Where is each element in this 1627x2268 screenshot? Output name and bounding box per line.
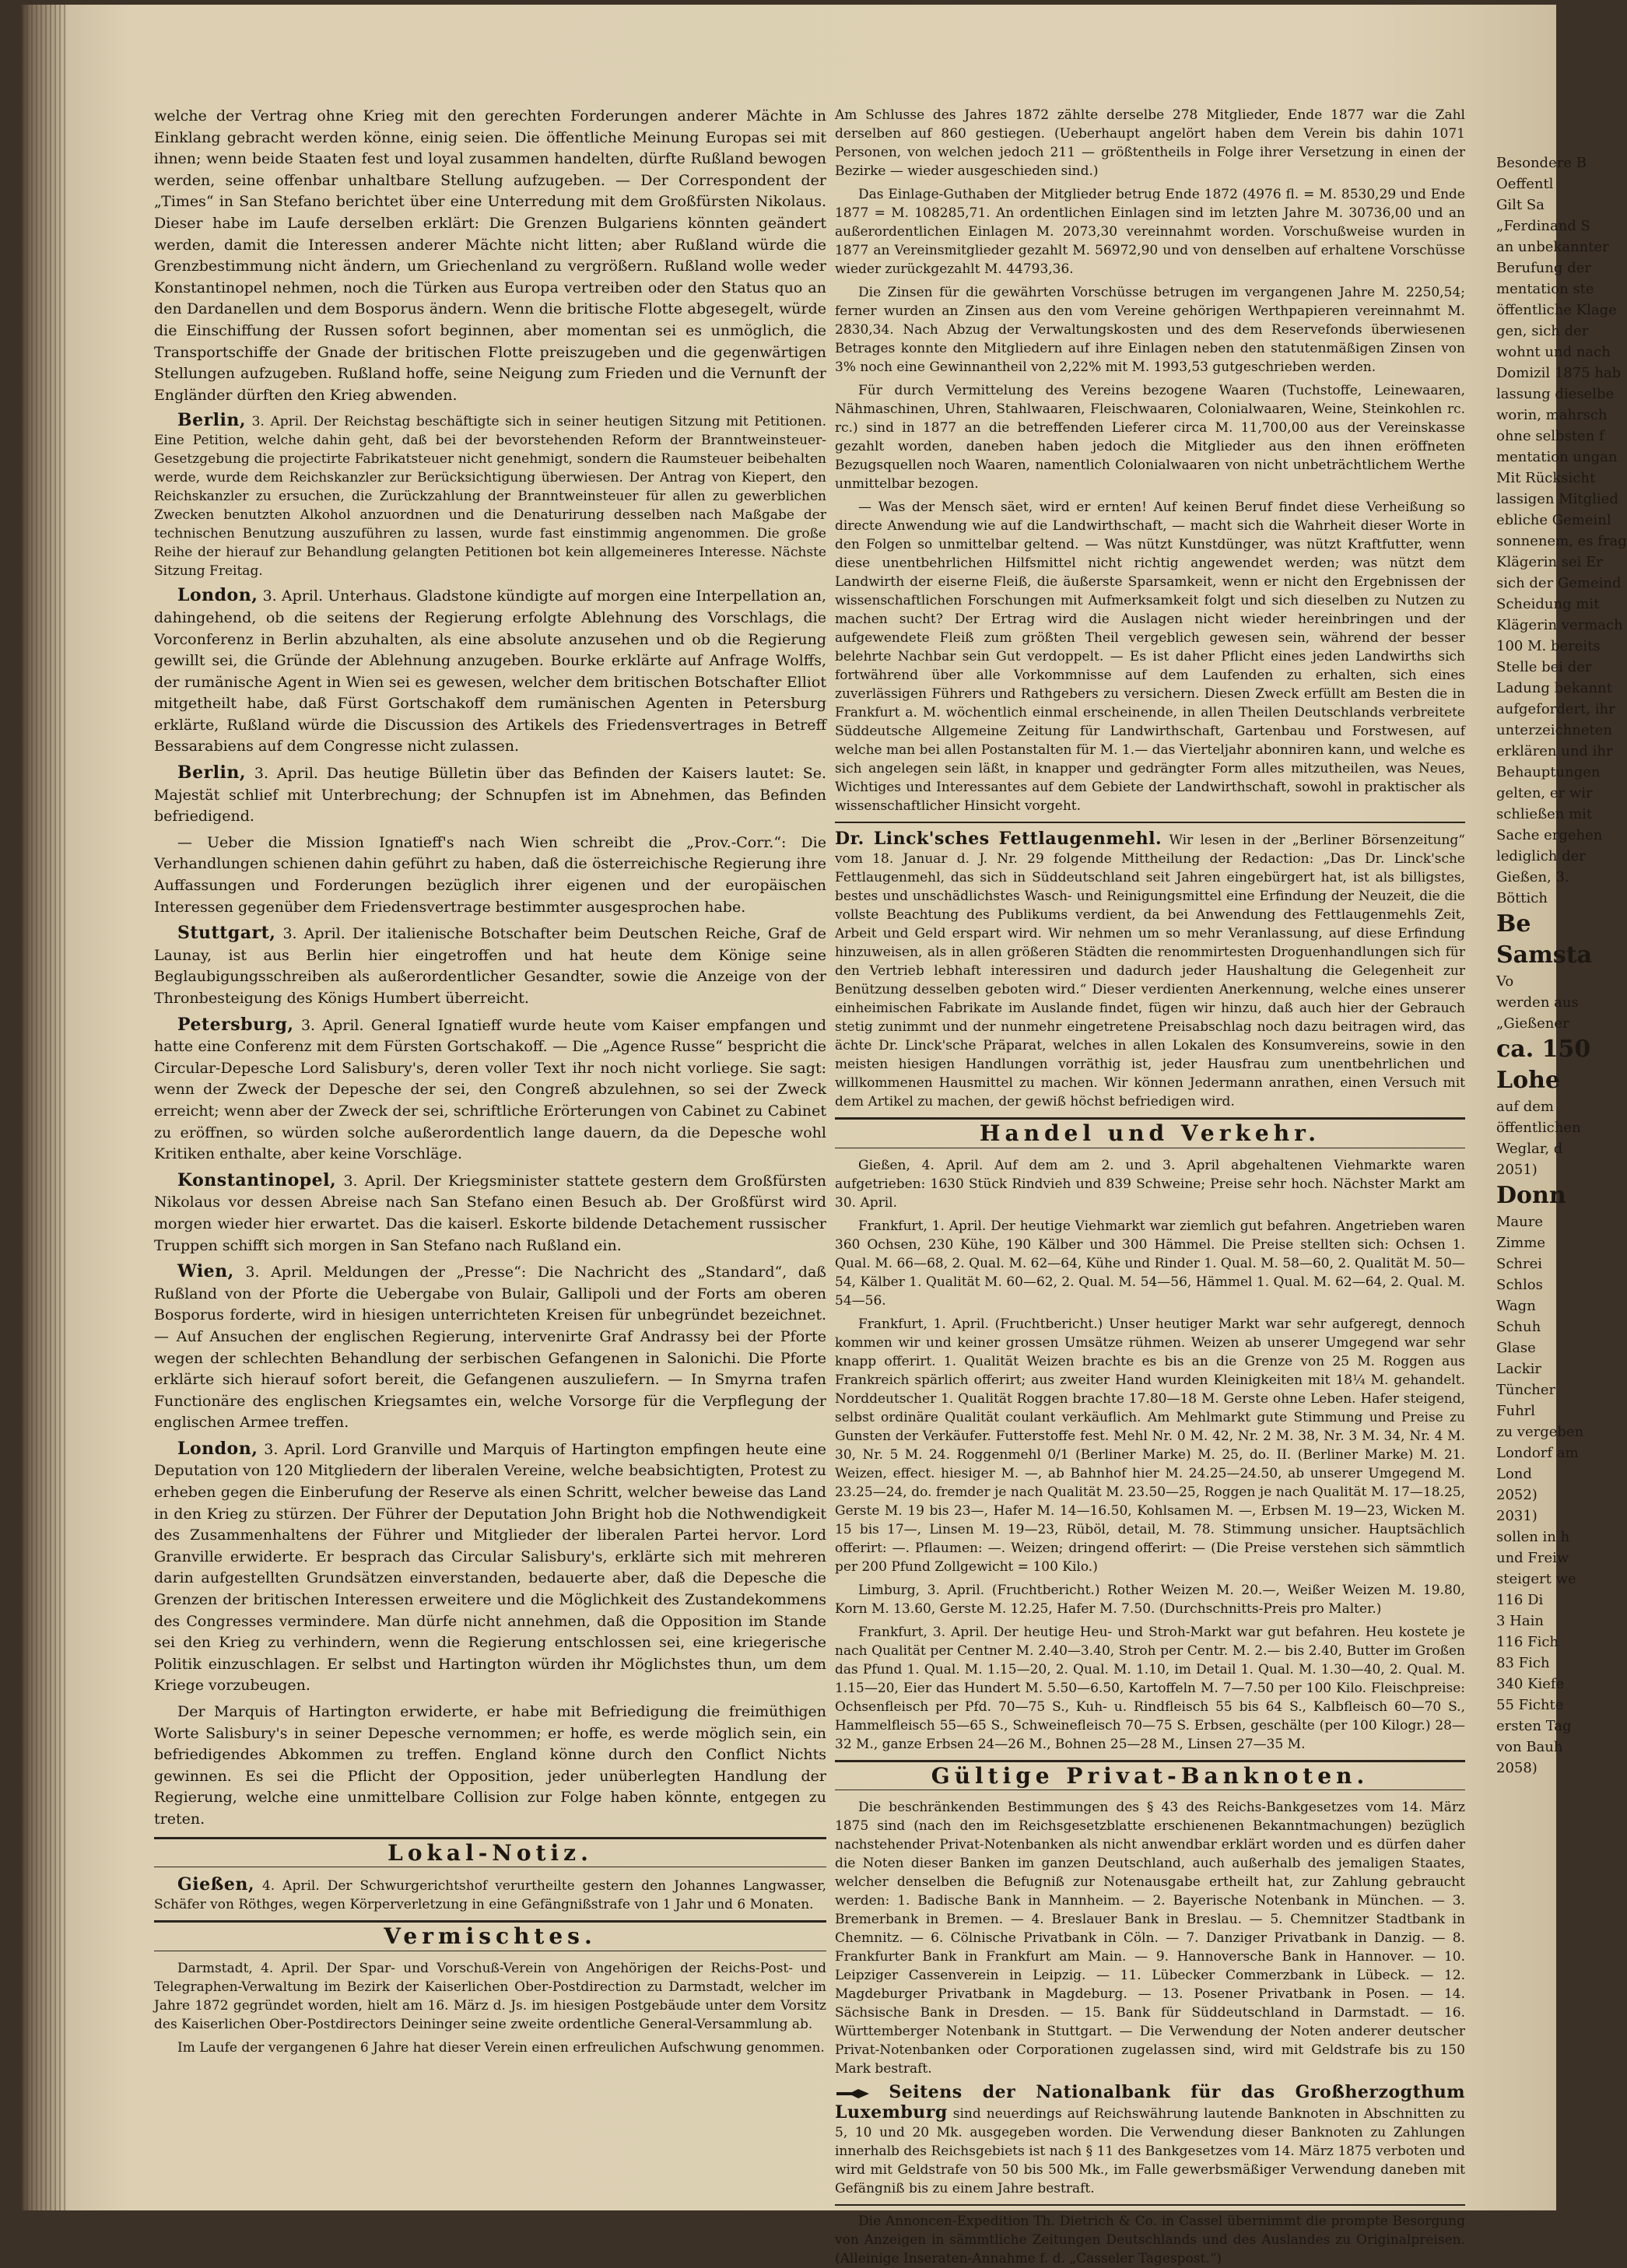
news-item-berlin-bulletin <box>154 762 826 828</box>
edge-text-line: Lohe <box>1496 1067 1561 1094</box>
market-report: Frankfurt, 1. April. Der heutige Viehmarkt war ziemlich gut befahren. Angetrieben waren 360 Ochsen, 230 Kühe, 190 Kälber und 300 Hämmel. Die Preise stellten sich: Ochsen 1. Qual. M. 66—68, 2. Qual. M. 62—64, Kühe und Rinder 1. Qual. M. 58—60, 2. Qualität M. 50—54, Kälber 1. Qualität M. 60—62, 2. Qual. M. 54—56, Hämmel 1. Qual. M. 62—64, 2. Qual. M. 54—56. <box>835 1218 1465 1309</box>
news-item-petersburg <box>154 1015 826 1166</box>
market-report: Frankfurt, 3. April. Der heutige Heu- und Stroh-Markt war gut befahren. Heu kostete je nach Qualität per Centner M. 2.40—3.40, Stroh per Centr. M. 2.— bis 2.40, Butter im Großen das Pfund 1. Qual. M. 1.15—20, 2. Qual. M. 1.10, im Detail 1. Qual. M. 1.30—40, 2. Qual. M. 1.15—20, Eier das Hundert M. 5.50—6.50, Kartoffeln M. 7—7.50 per 100 Kilo. Fleischpreise: Ochsenfleisch per Pfd. 70—75 S., Kuh- u. Rindfleisch 55 bis 64 S., Kalbfleisch 60—70 S., Hammelfleisch 55—65 S., Schweinefleisch 70—75 S. Erbsen, geschälte (per 100 Kilogr.) 28—32 M., ganze Erbsen 24—26 M., Bohnen 25—28 M., Linsen 27—35 M. <box>835 1624 1465 1752</box>
edge-text-line: Zimme <box>1496 1235 1546 1251</box>
dateline: Wien, <box>177 1261 234 1282</box>
edge-text-line: an unbekannter <box>1496 239 1609 255</box>
edge-text-line: Scheidung mit <box>1496 596 1600 612</box>
news-text: sind neuerdings auf Reichswährung lautende Banknoten in Abschnitten zu 5, 10 und 20 Mk. ausgegeben worden. Die Verwendung dieser Banknoten zu Zahlungen innerhalb des Reichsgebiets ist nach § 11 des Bankgesetzes vom 14. März 1875 verboten und wird mit Geldstrafe von 50 bis 500 Mk., im Falle gewerbsmäßiger Verwendung daneben mit Gefängniß bis zu einem Jahre bestraft. <box>835 2106 1466 2197</box>
section-heading-banknoten: Gültige Privat-Banknoten. <box>835 1760 1465 1791</box>
edge-text-line: schließen mit <box>1496 806 1593 822</box>
edge-text-line: „Ferdinand S <box>1496 218 1590 234</box>
edge-text-line: Schrei <box>1496 1256 1543 1272</box>
edge-text-line: Gilt Sa <box>1496 197 1545 213</box>
edge-text-line: Weglar, d <box>1496 1141 1563 1157</box>
edge-text-line: Behauptungen <box>1496 764 1601 780</box>
advert-text: Wir lesen in der „Berliner Börsenzeitung“ vom 18. Januar d. J. Nr. 29 folgende Mittheilung der Redaction: „Das Dr. Linck'sche Fettlaugenmehl, das sich in Süddeutschland seit Jahren eingebürgert hat, ist als billigstes, bestes und unschädlichstes Wasch- und Reinigungsmittel eine Erfindung der Neuzeit, die die vollste Beachtung des Publikums verdient, da bei Anwendung des Fettlaugenmehls Zeit, Arbeit und Geld erspart wird. Wir nehmen um so mehr Veranlassung, auf diese Erfindung hinzuweisen, als in allen größeren Städten die renommirtesten Droguenhandlungen sich für den Vertrieb lebhaft interessiren und dadurch jeder Haushaltung die Gelegenheit zur Benützung desselben geboten wird.“ Dieser verdienten Anerkennung, welche eines unserer einheimischen Fabrikate im Auslande findet, fügen wir hinzu, daß auch hier der Gebrauch stetig zunimmt und der nunmehr eingetretene Preisabschlag noch dazu beitragen wird, das ächte Dr. Linck'sche Präparat, welches in allen Lokalen des Konsumvereins, sowie in den meisten hiesigen Handlungen vorräthig ist, jeder Hausfrau zum unentbehrlichen und willkommenen Hausmittel zu machen. Wir können Jedermann anrathen, einen Versuch mit dem Artikel zu machen, der gewiß höchst befriedigen wird. <box>835 833 1465 1109</box>
edge-text-line: erklären und ihr <box>1496 743 1613 759</box>
edge-text-line: ca. 150 <box>1496 1036 1591 1063</box>
news-text: 3. April. Lord Granville und Marquis of Hartington empfingen heute eine Deputation von 120 Mitgliedern der liberalen Vereine, welche beabsichtigten, Protest zu erheben gegen die Einberufung der Reserve als einen Schritt, welcher beweise das Land in den Krieg zu stürzen. Der Führer der Deputation John Bright hob die Nothwendigkeit des Zusammenhaltens der Führer und Mitglieder der liberalen Partei hervor. Lord Granville erwiderte. Er besprach das Circular Salisbury's, erklärte sich mit mehreren darin aufgestellten Grundsätzen einverstanden, bedauerte aber, daß die Depesche die Grenzen der britischen Interessen erweitere und die Möglichkeit des Zustandekommens des Congresses verminderе. Man dürfe nicht annehmen, daß die Opposition im Stande sei den Krieg zu verhindern, wenn die Regierung entschlossen sei, eine kriegerische Politik einzuschlagen. Er selbst und Hartington würden ihr Möglichstes thun, um dem Kriege vorzubeugen. <box>154 1440 826 1695</box>
edge-text-line: Domizil 1875 hab <box>1496 365 1622 381</box>
divider <box>835 822 1465 823</box>
section-heading-vermischtes: Vermischtes. <box>154 1920 826 1951</box>
news-paragraph: Darmstadt, 4. April. Der Spar- und Vorschuß-Verein von Angehörigen der Reichs-Post- und Telegraphen-Verwaltung im Bezirk der Kaiserlichen Ober-Postdirection zu Darmstadt, welcher im Jahre 1872 gegründet worden, hielt am 16. März d. Js. im hiesigen Postgebäude unter dem Vorsitz des Kaiserlichen Ober-Postdirectors Deininger seine zweite ordentliche General-Versammlung ab. <box>154 1960 826 2032</box>
edge-text-line: 340 Kiefe <box>1496 1676 1565 1692</box>
middle-column <box>835 106 1466 2267</box>
news-paragraph: — Ueber die Mission Ignatieff's nach Wien schreibt die „Prov.-Corr.“: Die Verhandlungen schienen dahin geführt zu haben, daß die österreichische Regierung ihre Auffassungen und Forderungen bezüglich ihrer eigenen und der europäischen Interessen gegenüber dem Friedensvertrage bestimmter ausgesprochen habe. <box>154 833 826 916</box>
edge-text-line: steigert we <box>1496 1571 1576 1587</box>
edge-text-line: „Gießener <box>1496 1015 1569 1032</box>
news-paragraph: welche der Vertrag ohne Krieg mit den gerechten Forderungen anderer Mächte in Einklang gebracht werden könne, einig seien. Die öffentliche Meinung Europas sei mit ihnen; wenn beide Staaten fest und loyal zusammen handelten, dürfte Rußland bewogen werden, seine offenbar unhaltbare Stellung aufzugeben. — Der Correspondent der „Times“ in San Stefano berichtet über eine Unterredung mit dem Großfürsten Nikolaus. Dieser habe im Laufe derselben erklärt: Die Grenzen Bulgariens könnten geändert werden, damit die Interessen anderer Mächte nicht litten; aber Rußland würde die Grenzbestimmung nicht ändern, um Griechenland zu vergrößern. Rußland wolle weder Konstantinopel nehmen, noch die Türken aus Europa vertreiben oder den Status quo an den Dardanellen und dem Bosporus ändern. Wenn die britische Flotte abgesegelt, würde die Einschiffung der Russen sofort beginnen, aber momentan sei es unmöglich, die Transportschiffe der Gnade der britischen Flotte preiszugeben und die gegenwärtigen Stellungen aufzugeben. Rußland hoffe, seine Neigung zum Frieden und die Vernunft der Engländer dürften den Krieg abwenden. <box>154 107 826 404</box>
edge-text-line: gelten, er wir <box>1496 785 1593 801</box>
section-heading-handel: Handel und Verkehr. <box>835 1117 1465 1148</box>
dateline: Stuttgart, <box>177 923 276 944</box>
news-text: 3. April. Der Kriegsminister stattete gestern dem Großfürsten Nikolaus vor dessen Abreise nach San Stefano einen Besuch ab. Der Großfürst wird morgen wieder hier erwartet. Das die kaiserl. Eskorte bildende Detachement russischer Truppen schifft sich morgen in San Stefano nach Rußland ein. <box>154 1172 826 1254</box>
edge-text-line: unterzeichneten <box>1496 722 1612 738</box>
edge-text-line: zu vergeben <box>1496 1424 1584 1440</box>
edge-text-line: mentation ste <box>1496 281 1594 297</box>
book-binding <box>22 5 67 2210</box>
edge-text-line: Maure <box>1496 1214 1544 1230</box>
news-paragraph: Die beschränkenden Bestimmungen des § 43 des Reichs-Bankgesetzes vom 14. März 1875 sind (nach den im Reichsgesetzblatte erschienenen Bekanntmachungen) bezüglich nachstehender Privat-Notenbanken als nicht anwendbar erklärt worden und es dürfen daher die Noten dieser Banken im ganzen Deutschland, auch außerhalb des jemaligen Staates, welcher denselben die Befugniß zur Notenausgabe ertheilt hat, zur Zahlung gebraucht werden: 1. Badische Bank in Mannheim. — 2. Bayerische Notenbank in München. — 3. Bremerbank in Bremen. — 4. Breslauer Bank in Breslau. — 5. Chemnitzer Stadtbank in Chemnitz. — 6. Cölnische Privatbank in Cöln. — 7. Danziger Privatbank in Danzig. — 8. Frankfurter Bank in Frankfurt am Main. — 9. Hannoversche Bank in Hannover. — 10. Leipziger Cassenverein in Leipzig. — 11. Lübecker Commerzbank in Lübeck. — 12. Magdeburger Privatbank in Magdeburg. — 13. Posener Privatbank in Posen. — 14. Sächsische Bank in Dresden. — 15. Bank für Süddeutschland in Darmstadt. — 16. Württemberger Notenbank in Stuttgart. — Die Verwendung der Noten anderer deutscher Privat-Notenbanken oder Corporationen zugelassen sind, wird mit Geldstrafe bis zu 150 Mark bestraft. <box>835 1800 1465 2077</box>
news-paragraph: Der Marquis of Hartington erwiderte, er habe mit Befriedigung die freimüthigen Worte Salisbury's in seiner Depesche vernommen; er hoffe, es werde möglich sein, ein befriedigendes Abkommen zu treffen. England könne durch den Conflict Nichts gewinnen. Es sei die Pflicht der Opposition, jeder unüberlegten Handlung der Regierung, welche eine unmittelbare Collision zur Folge haben könnte, entgegen zu treten. <box>154 1703 826 1828</box>
edge-text-line: 2058) <box>1496 1760 1538 1776</box>
section-heading-lokal: Lokal-Notiz. <box>154 1837 826 1868</box>
edge-text-line: Gießen, 3. <box>1496 869 1569 885</box>
advert-title: Dr. Linck'sches Fettlaugenmehl. <box>835 829 1162 849</box>
edge-text-line: Schlos <box>1496 1277 1543 1293</box>
edge-text-line: worin, mahrsch <box>1496 407 1608 423</box>
market-report: Frankfurt, 1. April. (Fruchtbericht.) Unser heutiger Markt war sehr aufgeregt, dennoch kommen wir und keiner grossen Umsätze rühmen. Weizen ab unserer Umgegend war sehr knapp offerirt. 1. Qualität Weizen brachte es bis an die Grenze von 25 M. Roggen aus Frankreich spärlich offerirt; aus zweiter Hand wurden Kleinigkeiten mit 18¼ M. gehandelt. Norddeutscher 1. Qualität Roggen brachte 17.80—18 M. Gerste ohne Leben. Hafer steigend, selbst ordinäre Qualität coulant verkäuflich. Am Mehlmarkt gute Stimmung und Preise zu Gunsten der Verkäufer. Futterstoffe fest. Mehl Nr. 0 M. 42, Nr. 2 M. 38, Nr. 3 M. 34, Nr. 4 M. 30, Nr. 5 M. 24. Roggenmehl 0/1 (Berliner Marke) M. 25, do. II. (Berliner Marke) M. 21. Weizen, effect. hiesiger M. —, ab Bahnhof hier M. 24.25—24.50, ab unserer Umgegend M. 23.25—24, do. fremder je nach Qualität M. 23.50—25, Roggen je nach Qualität M. 17—18.25, Gerste M. 19 bis 23—, Hafer M. 14—16.50, Kohlsamen M. —, Erbsen M. 19—23, Wicken M. 15 bis 17—, Linsen M. 19—23, Rüböl, detail, M. 78. Stimmung unsicher. Hauptsächlich offerirt: —. Pflaumen: —. Weizen; dringend offerirt: — (Die Preise verstehen sich sämmtlich per 200 Pfund Zollgewicht = 100 Kilo.) <box>835 1316 1465 1575</box>
edge-text-line: werden aus <box>1496 994 1579 1011</box>
divider <box>835 2204 1465 2206</box>
edge-text-line: öffentlichen <box>1496 1120 1581 1136</box>
news-paragraph: Die Zinsen für die gewährten Vorschüsse betrugen im vergangenen Jahre M. 2250,54; ferner wurden an Zinsen aus den vom Vereine gehörigen Werthpapieren vereinnahmt M. 2830,34. Nach Abzug der Verwaltungskosten und des dem Reservefonds überwiesenen Betrages konnte den Mitgliedern auf ihre Einlagen neben den statutenmäßigen Zinsen von 3% noch eine Gewinnantheil von 2,22% mit M. 1993,53 gutgeschrieben werden. <box>835 285 1465 375</box>
news-lead: Seitens der Nationalbank für das Großherzogthum Luxemburg <box>835 2082 1465 2123</box>
edge-text-line: Londorf am <box>1496 1445 1579 1461</box>
edge-text-line: 116 Fich <box>1496 1634 1559 1650</box>
news-paragraph: Das Einlage-Guthaben der Mitglieder betrug Ende 1872 (4976 fl. = M. 8530,29 und Ende 1877 = M. 108285,71. An ordentlichen Einlagen sind im letzten Jahre M. 30736,00 und an außerordentlichen Einlagen M. 2073,30 vereinnahmt worden. Vorschußweise wurden in 1877 an Vereinsmitglieder gezahlt M. 56972,90 und von denselben auf erhaltene Vorschüsse wieder zurückgezahlt M. 44793,36. <box>835 187 1465 277</box>
edge-text-line: Stelle bei der <box>1496 659 1592 675</box>
edge-text-line: Vo <box>1496 973 1514 990</box>
news-item-stuttgart <box>154 923 826 1009</box>
edge-text-line: 3 Hain <box>1496 1613 1544 1629</box>
news-paragraph: Am Schlusse des Jahres 1872 zählte derselbe 278 Mitglieder, Ende 1877 war die Zahl derselben auf 860 gestiegen. (Ueberhaupt angelört haben dem Verein bis dahin 1071 Personen, von welchen jedoch 211 — größtentheils in Folge ihrer Versetzung in einen der Bezirke — wieder ausgeschieden sind.) <box>835 107 1465 179</box>
edge-text-line: Tüncher <box>1496 1382 1556 1398</box>
edge-text-line: Besondere B <box>1496 155 1587 171</box>
edge-text-line: gen, sich der <box>1496 323 1589 339</box>
dateline: London, <box>177 585 258 606</box>
news-text: 3. April. Meldungen der „Presse“: Die Nachricht des „Standard“, daß Rußland von der Pforte die Uebergabe von Bulair, Gallipoli und der Forts am oberen Bosporus forderte, wird in hiesigen unterrichteten Kreisen für unbegründet bezeichnet. — Auf Ansuchen der englischen Regierung, intervenirte Graf Andrassy bei der Pforte wegen der schlechten Behandlung der serbischen Gefangenen in Salonichi. Die Pforte erklärte sich hierauf sofort bereit, die Gefangenen auszuliefern. — In Smyrna trafen Functionäre des englischen Kriegsamtes ein, welche Vorsorge für die Verpflegung der englischen Armee treffen. <box>154 1264 826 1432</box>
news-text: 3. April. Das heutige Bülletin über das Befinden der Kaisers lautet: Se. Majestät schlief mit Unterbrechung; der Schnupfen ist im Abnehmen, das Befinden befriedigend. <box>154 765 826 826</box>
edge-text-line: ebliche Gemeinl <box>1496 512 1611 528</box>
edge-text-line: Fuhrl <box>1496 1403 1536 1419</box>
news-text: 3. April. Der Reichstag beschäftigte sich in seiner heutigen Sitzung mit Petitionen. Eine Petition, welche dahin geht, daß bei der bevorstehenden Reform der Branntweinsteuer-Gesetzgebung die projectirte Fabrikatsteuer nicht genehmigt, sondern die Raumsteuer beibehalten werde, wurde dem Reichskanzler zur Berücksichtigung überwiesen. Der Antrag von Kiepert, den Reichskanzler zu ersuchen, die Zurückzahlung der Branntweinsteuer für allen zu gewerblichen Zwecken benutzten Alkohol anzuordnen und die Denaturirung desselben nach Maßgabe der technischen Benutzung auszuführen zu lassen, wurde fast einstimmig angenommen. Die große Reihe der hierauf zur Behandlung gelangten Petitionen bot kein allgemeineres Interesse. Nächste Sitzung Freitag. <box>154 414 827 580</box>
edge-text-line: aufgefordert, ihr <box>1496 701 1615 717</box>
newspaper-page <box>22 5 1627 2267</box>
dateline: London, <box>177 1438 258 1459</box>
market-report: Gießen, 4. April. Auf dem am 2. und 3. April abgehaltenen Viehmarkte waren aufgetrieben: 1630 Stück Rindvieh und 839 Schweine; Preise sehr hoch. Nächster Markt am 30. April. <box>835 1157 1465 1211</box>
dateline: Berlin, <box>177 762 247 783</box>
edge-text-line: Sache ergehen <box>1496 827 1603 843</box>
edge-text-line: lassigen Mitglied <box>1496 491 1618 507</box>
edge-text-line: auf dem <box>1496 1099 1554 1115</box>
edge-text-line: sollen in h <box>1496 1529 1570 1545</box>
edge-text-line: mentation ungan <box>1496 449 1618 465</box>
edge-text-line: Samsta <box>1496 941 1593 969</box>
edge-text-line: Ladung bekannt <box>1496 680 1612 696</box>
edge-text-line: 83 Fich <box>1496 1655 1550 1671</box>
edge-text-line: sich der Gemeind <box>1496 575 1622 591</box>
edge-text-line: sonnenem, es frag <box>1496 533 1627 549</box>
pointing-hand-icon <box>835 2086 871 2103</box>
news-item-berlin-reichstag <box>154 411 826 580</box>
edge-text-line: 100 M. bereits <box>1496 638 1601 654</box>
news-item-london-unterhaus <box>154 585 826 758</box>
news-paragraph: Im Laufe der vergangenen 6 Jahre hat dieser Verein einen erfreulichen Aufschwung genommen. <box>177 2039 825 2056</box>
edge-text-line: Donn <box>1496 1182 1566 1209</box>
news-item-giessen <box>154 1875 826 1914</box>
news-item-luxemburg <box>835 2083 1465 2198</box>
news-text: 3. April. Unterhaus. Gladstone kündigte auf morgen eine Interpellation an, dahingehend, ob die seitens der Regierung erfolgte Ablehnung des Vorschlags, die Vorconferenz in Berlin abzuhalten, als eine absolute anzusehen und ob die Regierung gewillt sei, die Gründe der Ablehnung anzugeben. Bourke erklärte auf Anfrage Wolffs, der rumänische Agent in Wien sei es gewesen, welcher dem britischen Botschafter Elliot mitgetheilt habe, daß Fürst Gortschakoff dem rumänischen Agenten in Petersburg erklärte, Rußland würde die Discussion des Artikels des Friedensvertrages in Betreff Bessarabiens auf dem Congresse nicht zulassen. <box>154 587 826 755</box>
news-item-konstantinopel <box>154 1170 826 1257</box>
dateline: Gießen, <box>177 1874 255 1895</box>
edge-text-line: ohne selbsten f <box>1496 428 1604 444</box>
edge-text-line: Klägerin sei Er <box>1496 554 1603 570</box>
edge-text-line: Oeffentl <box>1496 176 1554 192</box>
news-text: 3. April. General Ignatieff wurde heute vom Kaiser empfangen und hatte eine Conferenz mit dem Fürsten Gortschakoff. — Die „Agence Russe“ bespricht die Circular-Depesche Lord Salisbury's, deren voller Text ihr noch nicht vorliege. Sie sagt: wenn der Zweck der Depesche der sei, den Congreß abzulehnen, so sei der Zweck erreicht; wenn aber der Zweck der sei, schriftliche Erörterungen von Cabinet zu Cabinet zu eröffnen, so würden solche außerordentlich lange dauern, da die Depesche wohl Kritiken enthalte, aber keine Vorschläge. <box>154 1016 826 1163</box>
edge-text-line: 2031) <box>1496 1508 1538 1524</box>
edge-text-line: Glase <box>1496 1340 1536 1356</box>
news-paragraph: — Was der Mensch säet, wird er ernten! Auf keinen Beruf findet diese Verheißung so directe Anwendung wie auf die Landwirthschaft, — macht sich die Wahrheit dieser Worte in den Folgen so unmittelbar geltend. — Was nützt Kunstdünger, was nützt Kraftfutter, wenn diese unentbehrlichen Hilfsmittel nicht richtig angewendet werden; was nützt dem Landwirth der eiserne Fleiß, die äußerste Sparsamkeit, wenn er nicht den Ergebnissen der wissenschaftlichen Forschungen mit Aufmerksamkeit folgt und sich dieselben zu Nutzen zu machen sucht? Der Ertrag wird die Auslagen nicht wieder hereinbringen und der aufgewendete Fleiß zum größten Theil vergeblich gewesen sein, während der besser belehrte Nachbar sein Gut verdoppelt. — Es ist daher Pflicht eines jeden Landwirths sich fortwährend über alle Vorkommnisse auf dem Laufenden zu erhalten, sich eines zuverlässigen Führers und Rathgebers zu versichern. Diesen Zweck erfüllt am Besten die in Frankfurt a. M. wöchentlich einmal erscheinende, in allen Theilen Deutschlands verbreitete Süddeutsche Allgemeine Zeitung für Landwirthschaft, Gartenbau und Forstwesen, auf welche man bei allen Postanstalten für M. 1.— das Vierteljahr abonniren kann, und welche es sich angelegen sein läßt, in knapper und gedrängter Form alles mitzutheilen, was Neues, Wichtiges und Interessantes auf dem Gebiete der Landwirthschaft, sowohl in praktischer als wissenschaftlicher Hinsicht vorgeht. <box>835 500 1465 814</box>
edge-text-line: Wagn <box>1496 1298 1536 1314</box>
right-edge-column <box>1496 152 1627 2191</box>
dateline: Berlin, <box>177 410 247 431</box>
news-text: 3. April. Der italienische Botschafter beim Deutschen Reiche, Graf de Launay, ist aus Berlin hier eingetroffen und hat heute dem Könige seine Beglaubigungsschreiben als außerordentlicher Gesandter, sowie die Anzeige von der Thronbesteigung des Königs Humbert überreicht. <box>154 925 826 1007</box>
news-paragraph: Für durch Vermittelung des Vereins bezogene Waaren (Tuchstoffe, Leinewaaren, Nähmaschinen, Uhren, Stahlwaaren, Fleischwaaren, Colonialwaaren, Weine, Steinkohlen rc. rc.) sind in 1877 an die betreffenden Lieferer circa M. 11,700,00 aus der Vereinskasse gezahlt worden, daneben haben jedoch die Mitglieder aus den ihnen eröffneten Bezugsquellen noch Waaren, namentlich Colonialwaaren von nicht unbeträchtlichem Werthe unmittelbar bezogen. <box>835 383 1465 492</box>
edge-text-line: Lond <box>1496 1466 1532 1482</box>
edge-text-line: Schuh <box>1496 1319 1541 1335</box>
left-column <box>154 106 826 2129</box>
edge-text-line: 116 Di <box>1496 1592 1544 1608</box>
advert-linck <box>835 829 1465 1111</box>
news-text: 4. April. Der Schwurgerichtshof verurtheilte gestern den Johannes Langwasser, Schäfer von Röthges, wegen Körperverletzung in eine Gefängnißstrafe von 1 Jahr und 6 Monaten. <box>154 1878 826 1913</box>
edge-text-line: und Freiw <box>1496 1550 1569 1566</box>
edge-text-line: wohnt und nach <box>1496 344 1611 360</box>
edge-text-line: öffentliche Klage <box>1496 302 1617 318</box>
edge-text-line: 2052) <box>1496 1487 1538 1503</box>
news-item-london-deputation <box>154 1439 826 1697</box>
news-item-wien <box>154 1261 826 1434</box>
edge-text-line: Lackir <box>1496 1361 1542 1377</box>
edge-text-line: ersten Tag <box>1496 1718 1572 1734</box>
edge-text-line: Klägerin vermach <box>1496 617 1623 633</box>
edge-text-line: lediglich der <box>1496 848 1586 864</box>
advert-dietrich: Die Annoncen-Expedition Th. Dietrich & Co. in Cassel übernimmt die prompte Besorgung von Anzeigen in sämmtliche Zeitungen Deutschlands und des Auslandes zu Originalpreisen. (Alleinige Inseraten-Annahme f. d. „Casseler Tagespost.“) <box>835 2214 1465 2267</box>
edge-text-line: lassung dieselbe <box>1496 386 1615 402</box>
dateline: Petersburg, <box>177 1014 294 1035</box>
edge-text-line: Be <box>1496 910 1531 938</box>
edge-text-line: Böttich <box>1496 890 1548 906</box>
dateline: Konstantinopel, <box>177 1169 337 1190</box>
edge-text-line: Mit Rücksicht <box>1496 470 1596 486</box>
edge-text-line: von Bauh <box>1496 1739 1563 1755</box>
edge-text-line: 2051) <box>1496 1162 1538 1178</box>
edge-text-line: 55 Fichte <box>1496 1697 1564 1713</box>
edge-text-line: Berufung der <box>1496 260 1591 276</box>
market-report: Limburg, 3. April. (Fruchtbericht.) Rother Weizen M. 20.—, Weißer Weizen M. 19.80, Korn M. 13.60, Gerste M. 12.25, Hafer M. 7.50. (Durchschnitts-Preis pro Malter.) <box>835 1582 1465 1617</box>
